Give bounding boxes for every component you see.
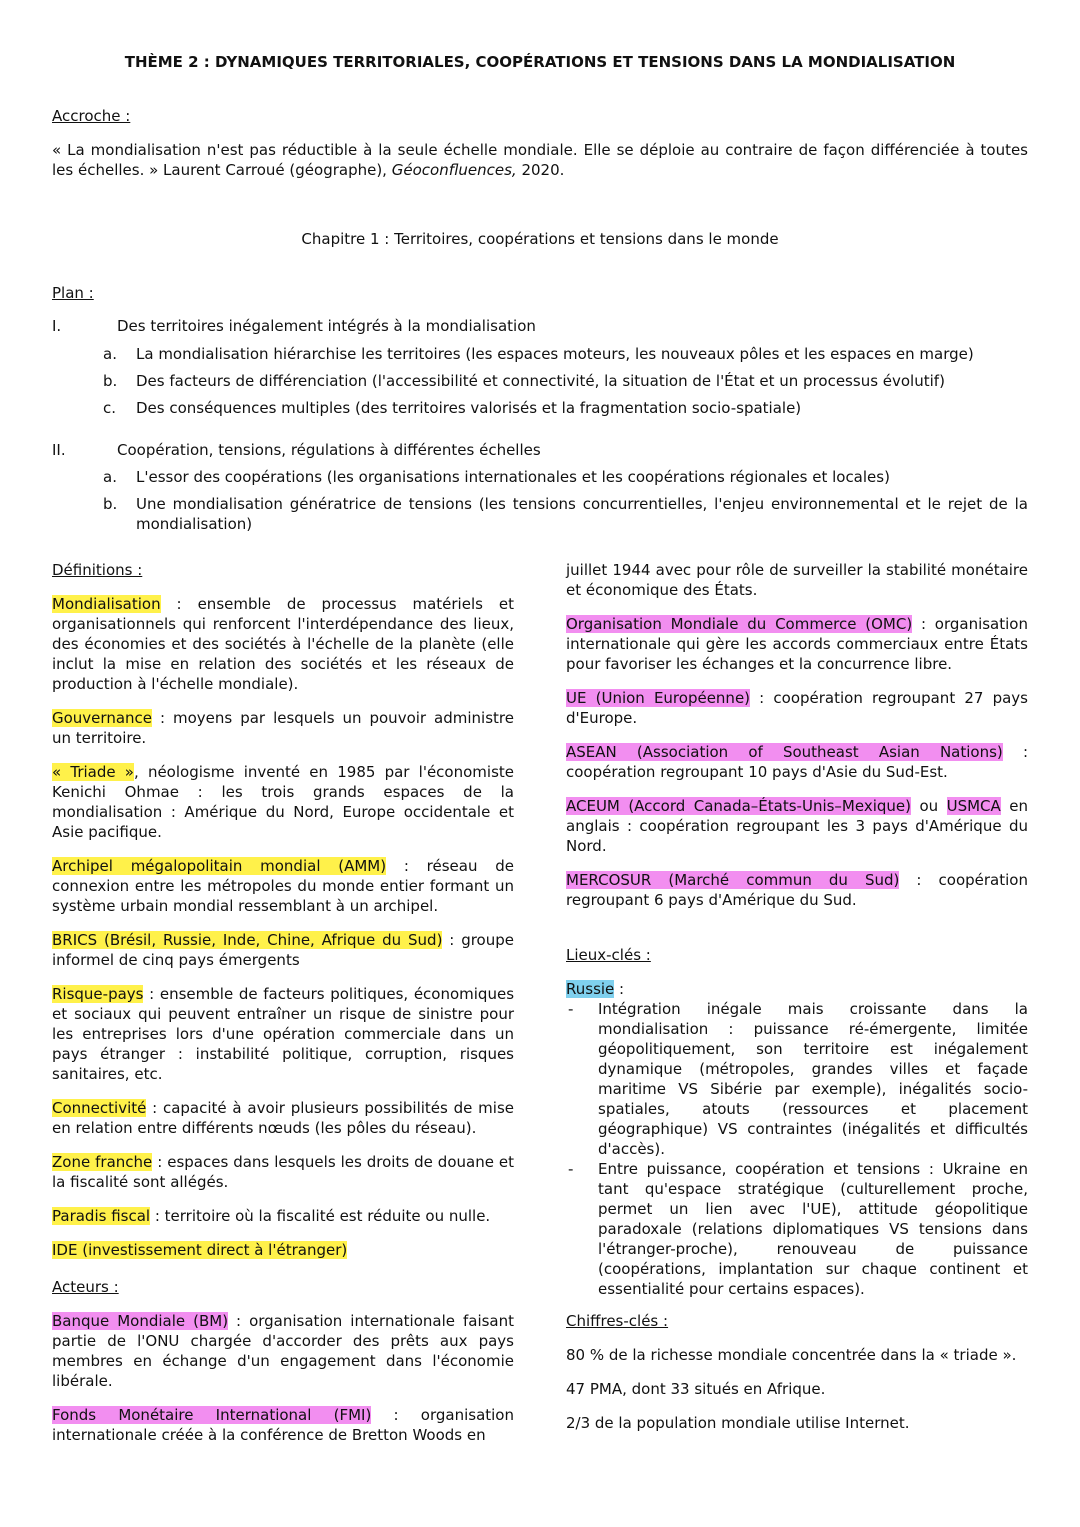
acteur-text: en anglais : coopération regroupant les 3 pays d'Amérique du Nord. [566, 797, 1028, 855]
plan-item-letter: b. [103, 495, 118, 513]
plan-item-letter: c. [103, 399, 117, 417]
accroche-quote [52, 140, 1028, 180]
acteur-text: : coopération regroupant 6 pays d'Amérique du Sud. [566, 871, 1028, 909]
acteur-text: : organisation internationale qui gère les accords commerciaux entre États pour favoriser les échanges et la concurrence libre. [566, 615, 1028, 673]
chiffres-section [566, 1311, 1028, 1447]
accroche-source: Géoconfluences, [391, 161, 517, 179]
acteur-term: ASEAN (Association of Southeast Asian Nations) [566, 743, 1003, 761]
plan-item-text: Des facteurs de différenciation (l'accessibilité et connectivité, la situation de l'État et un processus évolutif) [136, 372, 945, 390]
definition-term: IDE (investissement direct à l'étranger) [52, 1241, 348, 1259]
chapter-title: Chapitre 1 : Territoires, coopérations et tensions dans le monde [301, 230, 779, 248]
chiffre-item: 47 PMA, dont 33 situés en Afrique. [566, 1380, 826, 1398]
lieu-name: Russie : [566, 980, 625, 998]
definitions-column [52, 560, 514, 1274]
chiffres-heading: Chiffres-clés : [566, 1312, 669, 1330]
chiffre-item: 80 % de la richesse mondiale concentrée dans la « triade ». [566, 1346, 1017, 1364]
acteur-term: Banque Mondiale (BM) [52, 1312, 229, 1330]
acteur-item [52, 1405, 514, 1445]
definition-text: moyens par lesquels un pouvoir administre un territoire. [52, 709, 514, 747]
acteurs-column-left [52, 1277, 514, 1459]
definition-item: Paradis fiscal : territoire où la fiscalité est réduite ou nulle. [52, 1207, 491, 1225]
definition-text: réseau de connexion entre les métropoles du monde entier formant un système urbain mondial ressemblant à un archipel. [52, 857, 514, 915]
definition-item: Archipel mégalopolitain mondial (AMM) : réseau de connexion entre les métropoles du monde entier formant un système urbain mondial ressemblant à un archipel. [52, 857, 514, 915]
plan-heading: Plan : [52, 284, 94, 302]
page-title: THÈME 2 : DYNAMIQUES TERRITORIALES, COOPÉRATIONS ET TENSIONS DANS LA MONDIALISATION [124, 53, 956, 71]
definition-text: capacité à avoir plusieurs possibilités de mise en relation entre différents nœuds (les pôles du réseau). [52, 1099, 514, 1137]
definition-text: espaces dans lesquels les droits de douane et la fiscalité sont allégés. [52, 1153, 514, 1191]
definition-item: Zone franche : espaces dans lesquels les droits de douane et la fiscalité sont allégés. [52, 1153, 514, 1191]
definition-term: « Triade » [52, 763, 134, 781]
lieu-term: Russie [566, 980, 615, 998]
lieu-bullet: - Entre puissance, coopération et tensions : Ukraine en tant qu'espace stratégique (culturellement proche, permet un lien avec l'UE), attitude géopolitique paradoxale (relations diplomatiques VS tensions dans l'étranger-proche), renouveau de puissance (coopérations, implantation sur chaque continent et essentialité pour certains espaces). [566, 1159, 1028, 1299]
definition-term: Zone franche [52, 1153, 153, 1171]
acteur-term: Fonds Monétaire International (FMI) [52, 1406, 372, 1424]
definition-item: Connectivité : capacité à avoir plusieurs possibilités de mise en relation entre différents nœuds (les pôles du réseau). [52, 1099, 514, 1137]
accroche-heading: Accroche : [52, 107, 131, 125]
acteurs-column-right [566, 560, 1028, 924]
acteur-text: : coopération regroupant 10 pays d'Asie du Sud-Est. [566, 743, 1029, 781]
definition-text: néologisme inventé en 1985 par l'économiste Kenichi Ohmae : les trois grands espaces de la mondialisation : Amérique du Nord, Europe occidentale et Asie pacifique. [52, 763, 514, 841]
definition-item: Mondialisation : ensemble de processus matériels et organisationnels qui renforcent l'interdépendance des lieux, des économies et des sociétés à l'échelle de la planète (elle inclut la mise en relation des sociétés et les réseaux de production à l'échelle mondiale). [52, 595, 515, 693]
acteur-item [566, 742, 1028, 782]
plan-item-text: Des conséquences multiples (des territoires valorisés et la fragmentation socio-spatiale) [136, 399, 802, 417]
acteur-item [566, 688, 1028, 728]
definition-item [52, 1240, 514, 1260]
acteur-text: : coopération regroupant 27 pays d'Europe. [566, 689, 1028, 727]
acteur-term: ACEUM (Accord Canada–États-Unis–Mexique) [566, 797, 911, 815]
acteur-text: : organisation internationale créée à la conférence de Bretton Woods en [52, 1406, 514, 1444]
plan-part-1-title: Des territoires inégalement intégrés à la mondialisation [117, 317, 536, 335]
plan-item-text: La mondialisation hiérarchise les territoires (les espaces moteurs, les nouveaux pôles et les espaces en marge) [136, 345, 974, 363]
acteur-text: : organisation internationale faisant partie de l'ONU chargée d'accorder des prêts aux pays membres en échange d'un engagement dans l'économie libérale. [52, 1312, 515, 1390]
definition-item: Gouvernance : moyens par lesquels un pouvoir administre un territoire. [52, 709, 514, 747]
definition-text: ensemble de facteurs politiques, économiques et sociaux qui peuvent entraîner un risque de sinistre pour les entreprises lors d'une opération commerciale dans un pays étranger : instabilité politique, corruption, risques sanitaires, etc. [52, 985, 515, 1083]
acteur-item: juillet 1944 avec pour rôle de surveiller la stabilité monétaire et économique des États. [566, 561, 1028, 599]
chiffre-item: 2/3 de la population mondiale utilise Internet. [566, 1414, 910, 1432]
plan-item-letter: b. [103, 372, 118, 390]
definition-item: BRICS (Brésil, Russie, Inde, Chine, Afrique du Sud) : groupe informel de cinq pays émergents [52, 931, 514, 969]
definition-term: Paradis fiscal [52, 1207, 151, 1225]
acteur-item [52, 1311, 514, 1391]
accroche-text: « La mondialisation n'est pas réductible à la seule échelle mondiale. Elle se déploie au contraire de façon différenciée à toutes les échelles. » Laurent Carroué (géographe), [52, 141, 1028, 179]
plan-part-2-num: II. [52, 441, 66, 459]
definition-text: groupe informel de cinq pays émergents [52, 931, 514, 969]
lieu-bullet: - Intégration inégale mais croissante dans la mondialisation : puissance ré-émergente, limitée géopolitiquement, son territoire est inégalement dynamique (métropoles, grandes villes et façade maritime VS Sibérie par exemple), inégalités socio-spatiales, atouts (ressources et placement géographique) VS contraintes (inégalités et difficultés d'accès). [566, 999, 1028, 1159]
lieu-bullets [566, 999, 1028, 1299]
acteur-term: MERCOSUR (Marché commun du Sud) [566, 871, 900, 889]
plan-item-text: Une mondialisation génératrice de tensions (les tensions concurrentielles, l'enjeu environnemental et le rejet de la mondialisation) [136, 495, 1028, 533]
plan-item-letter: a. [103, 468, 117, 486]
lieux-heading: Lieux-clés : [566, 946, 651, 964]
acteur-item: ACEUM (Accord Canada–États-Unis–Mexique) ou USMCA en anglais : coopération regroupant les 3 pays d'Amérique du Nord. [566, 797, 1028, 855]
definition-term: Gouvernance [52, 709, 152, 727]
plan-part-1-num: I. [52, 317, 62, 335]
plan-item-letter: a. [103, 345, 117, 363]
acteurs-heading: Acteurs : [52, 1278, 119, 1296]
acteur-item [566, 870, 1028, 910]
acteur-item [566, 614, 1028, 674]
plan-item-text: L'essor des coopérations (les organisations internationales et les coopérations régionales et locales) [136, 468, 890, 486]
definition-item: « Triade », néologisme inventé en 1985 par l'économiste Kenichi Ohmae : les trois grands espaces de la mondialisation : Amérique du Nord, Europe occidentale et Asie pacifique. [52, 763, 514, 841]
definition-item: Risque-pays : ensemble de facteurs politiques, économiques et sociaux qui peuvent entraîner un risque de sinistre pour les entreprises lors d'une opération commerciale dans un pays étranger : instabilité politique, corruption, risques sanitaires, etc. [52, 985, 515, 1083]
acteur-term: USMCA [946, 797, 1001, 815]
definitions-heading: Définitions : [52, 561, 143, 579]
plan-part-2-title: Coopération, tensions, régulations à différentes échelles [117, 441, 541, 459]
definition-term: Risque-pays [52, 985, 144, 1003]
definition-term: Connectivité [52, 1099, 147, 1117]
definition-term: BRICS (Brésil, Russie, Inde, Chine, Afrique du Sud) [52, 931, 443, 949]
acteur-term: Organisation Mondiale du Commerce (OMC) [566, 615, 913, 633]
lieux-section [566, 945, 1028, 1299]
accroche-year: 2020. [516, 161, 565, 179]
definition-text: territoire où la fiscalité est réduite ou nulle. [164, 1207, 491, 1225]
definition-term: Archipel mégalopolitain mondial (AMM) [52, 857, 387, 875]
definition-term: Mondialisation [52, 595, 161, 613]
acteur-term: UE (Union Européenne) [566, 689, 751, 707]
definition-text: ensemble de processus matériels et organisationnels qui renforcent l'interdépendance des lieux, des économies et des sociétés à l'échelle de la planète (elle inclut la mise en relation des sociétés et les réseaux de production à l'échelle mondiale). [52, 595, 515, 693]
